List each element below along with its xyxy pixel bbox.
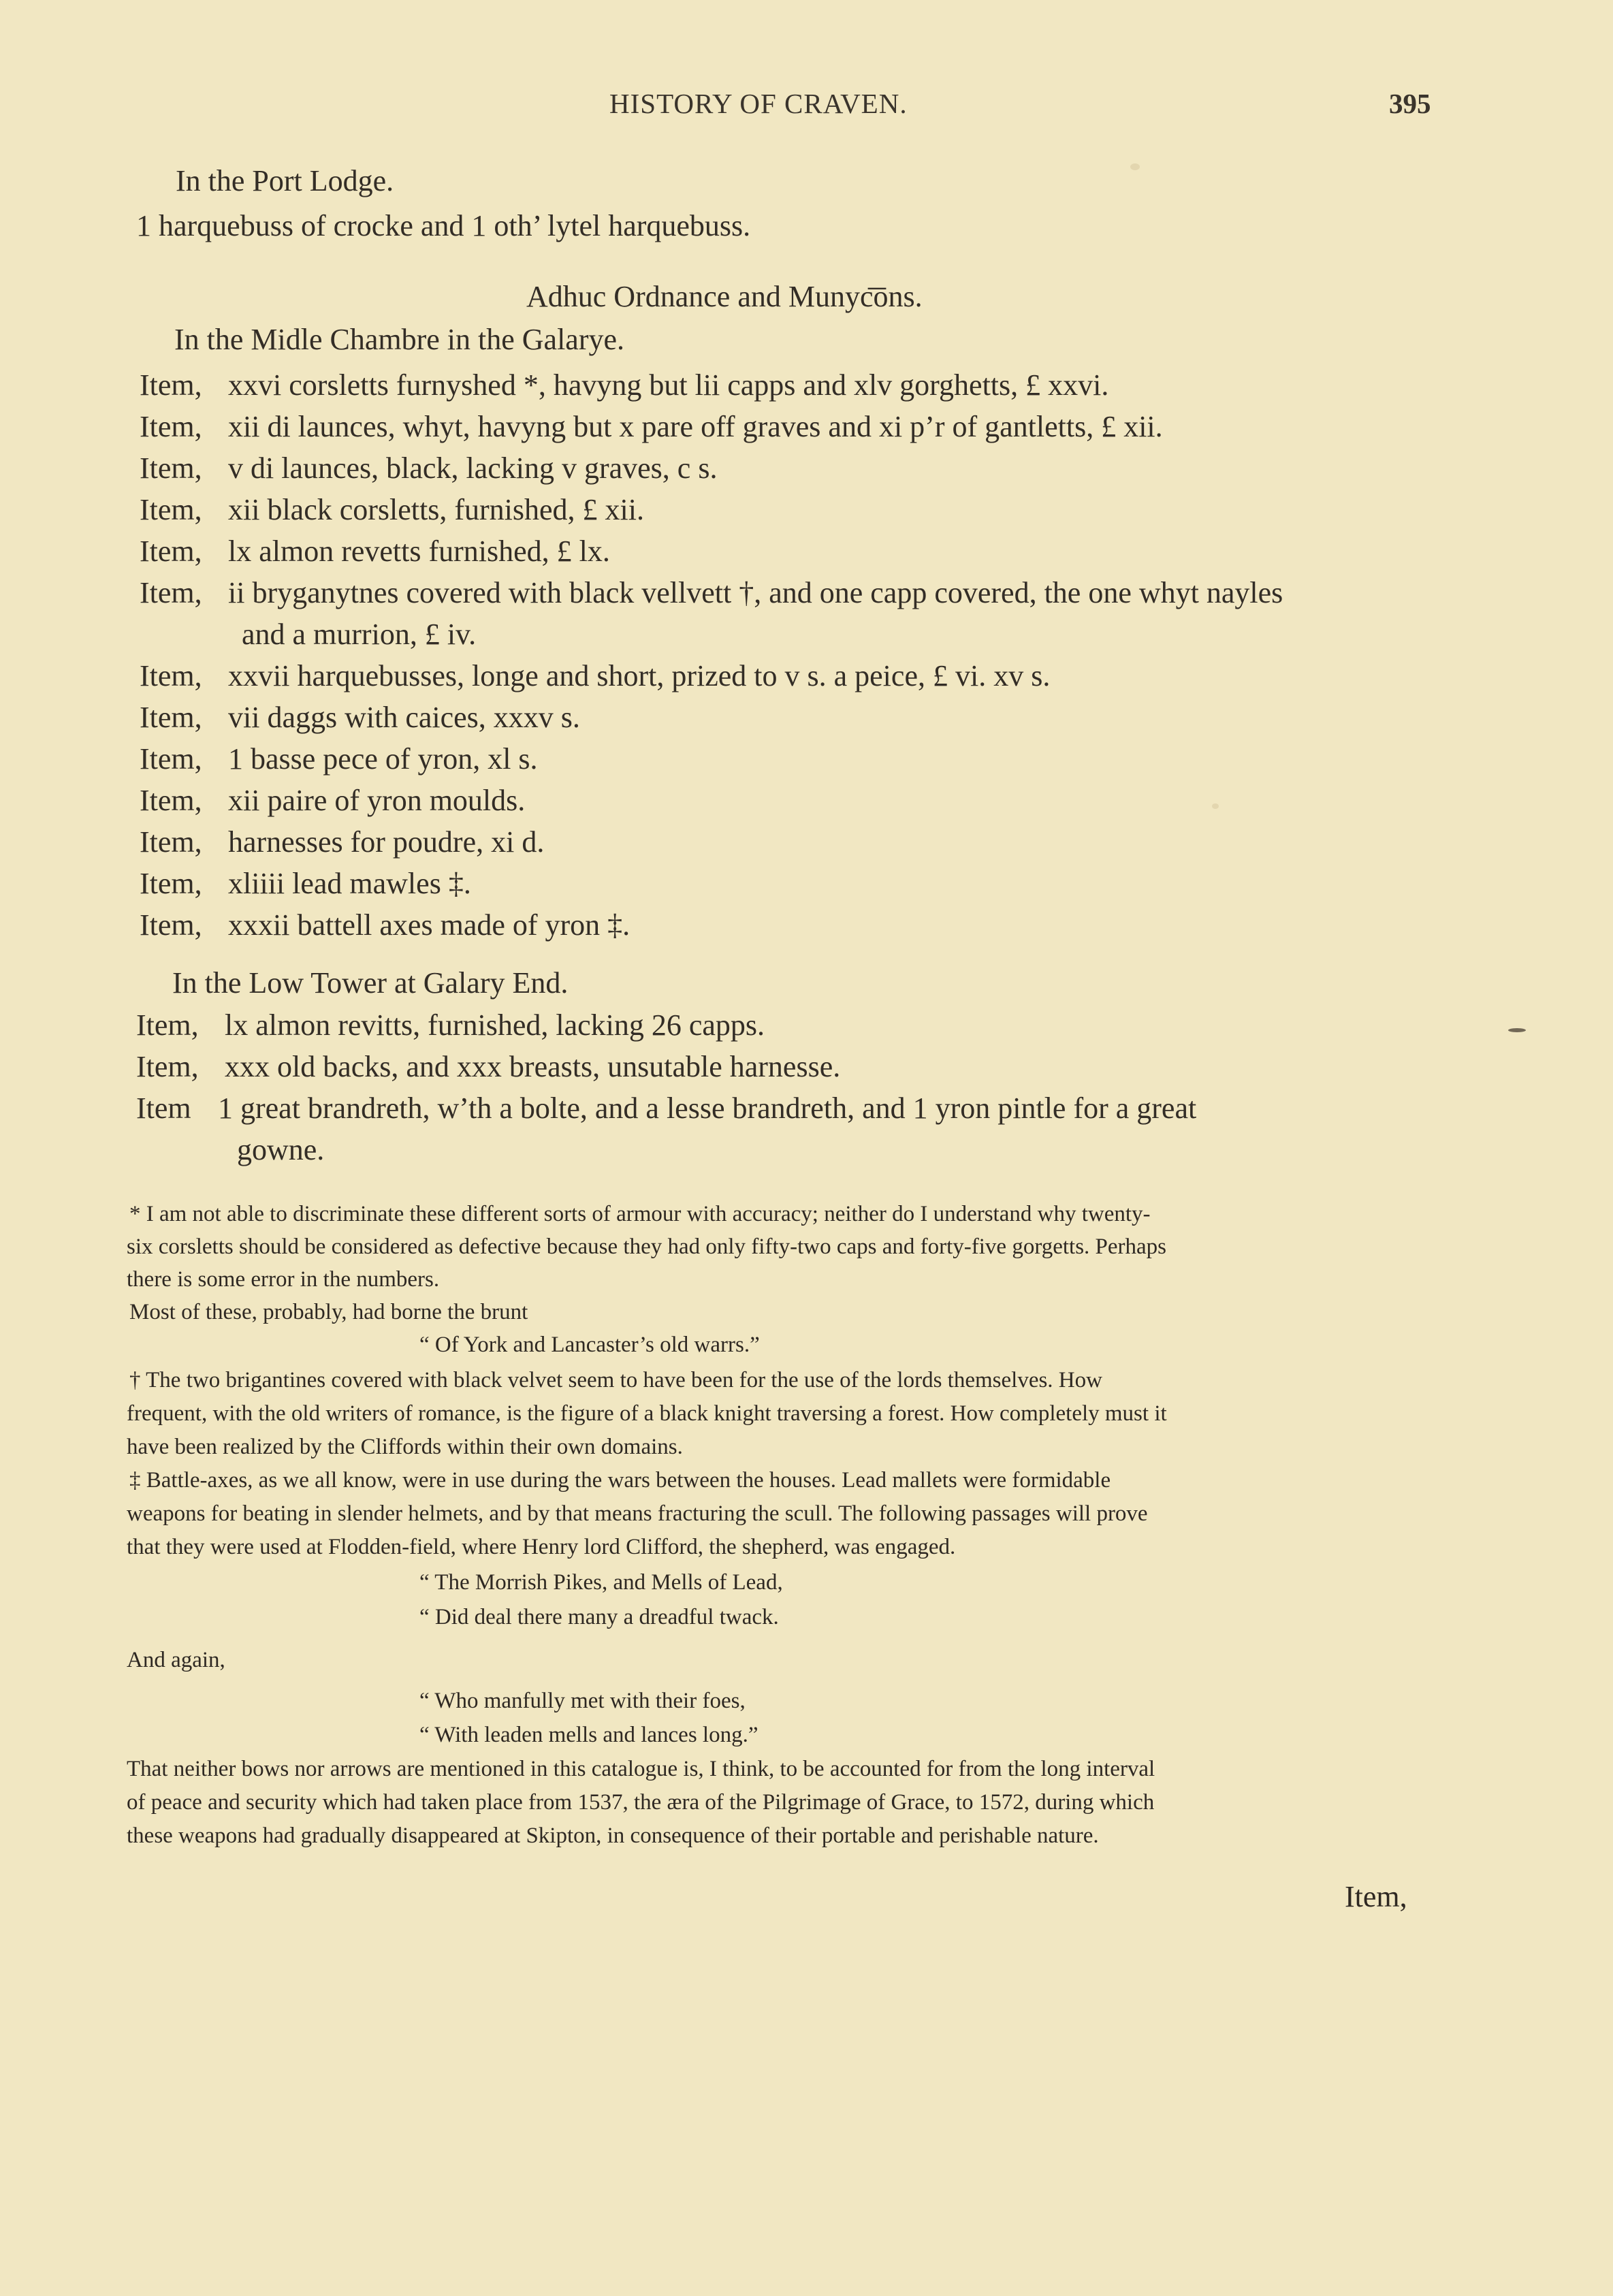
- item-text: xxvii harquebusses, longe and short, prized to v s. a peice, £ vi. xv s.: [228, 659, 1051, 692]
- footnote-star: six corsletts should be considered as defective because they had only fifty-two caps and forty-five gorgetts. Perhaps: [127, 1234, 1167, 1259]
- section-heading-midle-chambre: In the Midle Chambre in the Galarye.: [174, 323, 625, 356]
- inventory-item: [140, 534, 610, 569]
- ink-mark: [1508, 1028, 1526, 1032]
- inventory-item: [140, 908, 630, 942]
- closing-paragraph: That neither bows nor arrows are mentioned in this catalogue is, I think, to be accounted for from the long interval: [127, 1757, 1155, 1781]
- item-label: Item,: [140, 659, 202, 692]
- inventory-item: [140, 825, 544, 859]
- footnote-star: there is some error in the numbers.: [127, 1267, 440, 1292]
- inventory-item: [140, 866, 471, 901]
- footnote-dagger: † The two brigantines covered with black velvet seem to have been for the use of the lords themselves. How: [129, 1368, 1102, 1392]
- item-label: Item,: [140, 867, 202, 900]
- catchword: Item,: [1345, 1880, 1407, 1913]
- verse-line: “ The Morrish Pikes, and Mells of Lead,: [419, 1570, 783, 1595]
- item-text: xii paire of yron moulds.: [228, 784, 526, 817]
- footnote-star: Most of these, probably, had borne the brunt: [129, 1300, 528, 1324]
- inventory-item: [136, 1049, 840, 1084]
- inventory-item-continuation: [140, 617, 476, 652]
- footnote-double-dagger: weapons for beating in slender helmets, and by that means fracturing the scull. The following passages will prove: [127, 1501, 1148, 1526]
- section-heading-port-lodge: In the Port Lodge.: [176, 164, 394, 197]
- item-text: xliiii lead mawles ‡.: [228, 867, 471, 900]
- port-lodge-line: 1 harquebuss of crocke and 1 oth’ lytel harquebuss.: [136, 209, 751, 242]
- page-number: 395: [1389, 88, 1431, 119]
- item-label: Item,: [140, 410, 202, 443]
- item-label: Item,: [136, 1008, 199, 1042]
- item-text: v di launces, black, lacking v graves, c s.: [228, 451, 718, 485]
- item-label: Item,: [140, 576, 202, 609]
- item-text: xxx old backs, and xxx breasts, unsutable harnesse.: [225, 1050, 841, 1083]
- inventory-item: [140, 658, 1050, 693]
- item-text: xxxii battell axes made of yron ‡.: [228, 908, 630, 942]
- item-text: xii di launces, whyt, havyng but x pare off graves and xi p’r of gantletts, £ xii.: [228, 410, 1163, 443]
- item-label: Item,: [140, 493, 202, 526]
- item-text: xxvi corsletts furnyshed *, havyng but lii capps and xlv gorghetts, £ xxvi.: [228, 368, 1109, 402]
- item-text: gowne.: [237, 1133, 325, 1166]
- footnote-dagger: have been realized by the Cliffords within their own domains.: [127, 1435, 683, 1459]
- inventory-item: [140, 575, 1283, 610]
- foxing-spot: [1212, 803, 1219, 809]
- verse-line: “ With leaden mells and lances long.”: [419, 1723, 758, 1747]
- footnote-double-dagger: that they were used at Flodden-field, where Henry lord Clifford, the shepherd, was engaged.: [127, 1535, 956, 1559]
- inventory-item: [140, 368, 1108, 402]
- item-label: Item,: [140, 701, 202, 734]
- inventory-item: [140, 492, 644, 527]
- foxing-spot: [1130, 163, 1140, 170]
- inventory-item: [140, 742, 538, 776]
- section-heading-low-tower: In the Low Tower at Galary End.: [172, 966, 569, 1000]
- and-again: And again,: [127, 1648, 225, 1672]
- footnote-double-dagger: ‡ Battle-axes, as we all know, were in use during the wars between the houses. Lead mallets were formidable: [129, 1468, 1111, 1493]
- footnote-star: * I am not able to discriminate these different sorts of armour with accuracy; neither do I understand why twenty-: [129, 1202, 1151, 1226]
- inventory-item: [136, 1008, 765, 1042]
- item-text: 1 basse pece of yron, xl s.: [228, 742, 538, 776]
- inventory-item-continuation: [136, 1132, 324, 1167]
- item-text: lx almon revetts furnished, £ lx.: [228, 535, 610, 568]
- verse-line: “ Who manfully met with their foes,: [419, 1689, 746, 1713]
- item-label: Item,: [136, 1050, 199, 1083]
- item-label: Item,: [140, 742, 202, 776]
- item-label: Item,: [140, 908, 202, 942]
- item-label: Item,: [140, 825, 202, 859]
- item-text: xii black corsletts, furnished, £ xii.: [228, 493, 644, 526]
- item-label: Item,: [140, 535, 202, 568]
- item-label: Item,: [140, 784, 202, 817]
- verse-line: “ Did deal there many a dreadful twack.: [419, 1605, 779, 1629]
- footnote-quote: “ Of York and Lancaster’s old warrs.”: [419, 1333, 760, 1357]
- footnote-dagger: frequent, with the old writers of romance, is the figure of a black knight traversing a forest. How completely must it: [127, 1401, 1167, 1426]
- closing-paragraph: these weapons had gradually disappeared at Skipton, in consequence of their portable and perishable nature.: [127, 1823, 1099, 1848]
- closing-paragraph: of peace and security which had taken place from 1537, the æra of the Pilgrimage of Grace, to 1572, during which: [127, 1790, 1155, 1815]
- item-label: Item: [136, 1091, 191, 1125]
- item-text: vii daggs with caices, xxxv s.: [228, 701, 580, 734]
- item-label: Item,: [140, 451, 202, 485]
- item-text: and a murrion, £ iv.: [242, 618, 477, 651]
- item-label: Item,: [140, 368, 202, 402]
- running-head: HISTORY OF CRAVEN.: [609, 88, 908, 119]
- inventory-item: [140, 451, 717, 485]
- adhuc-heading: Adhuc Ordnance and Munyc͞ons.: [526, 280, 923, 313]
- inventory-item: [136, 1091, 1196, 1126]
- item-text: lx almon revitts, furnished, lacking 26 capps.: [225, 1008, 765, 1042]
- item-text: ii bryganytnes covered with black vellvett †, and one capp covered, the one whyt nayles: [228, 576, 1283, 609]
- inventory-item: [140, 409, 1163, 444]
- inventory-item: [140, 783, 525, 818]
- item-text: 1 great brandreth, w’th a bolte, and a lesse brandreth, and 1 yron pintle for a great: [218, 1091, 1197, 1125]
- item-text: harnesses for poudre, xi d.: [228, 825, 545, 859]
- inventory-item: [140, 700, 580, 735]
